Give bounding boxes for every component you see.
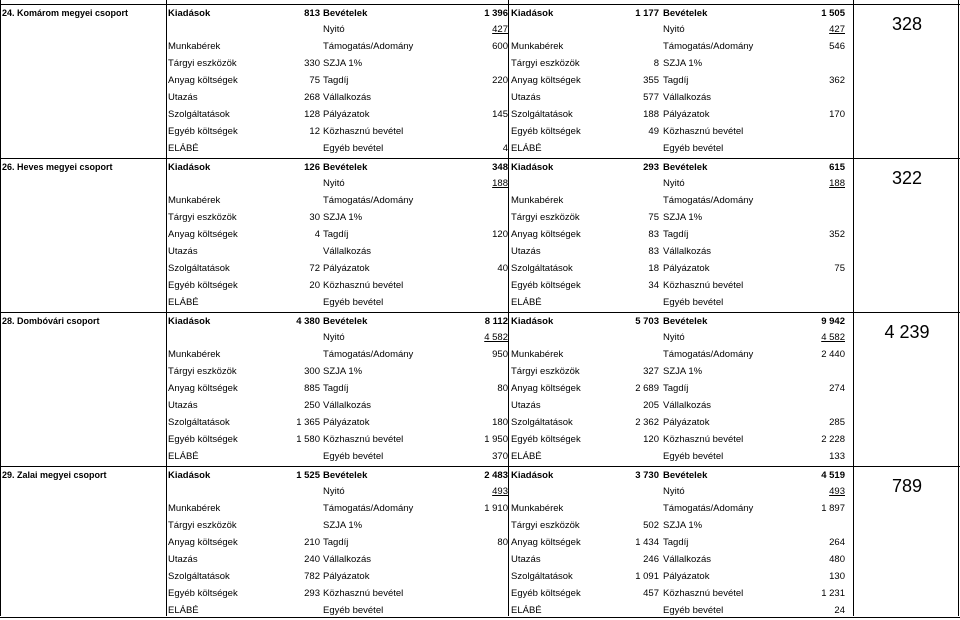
table-cell: 950	[492, 349, 508, 360]
grid-line	[0, 0, 1, 616]
table-cell: Utazás	[511, 554, 541, 565]
expense-label: Kiadások	[168, 8, 211, 19]
table-cell: 427	[829, 24, 845, 35]
table-cell: 12	[309, 126, 320, 137]
group-title: 29. Zalai megyei csoport	[2, 470, 107, 480]
table-cell: Közhasznú bevétel	[323, 126, 404, 137]
table-cell: Munkabérek	[168, 349, 221, 360]
table-cell: ELÁBÉ	[168, 143, 199, 154]
table-cell: Munkabérek	[511, 349, 564, 360]
table-cell: 246	[643, 554, 659, 565]
table-cell: Szolgáltatások	[511, 571, 573, 582]
table-cell: Anyag költségek	[168, 537, 238, 548]
expense-total: 293	[643, 162, 659, 173]
table-cell: Tagdíj	[663, 229, 689, 240]
table-cell: 18	[648, 263, 659, 274]
table-cell: SZJA 1%	[323, 366, 363, 377]
table-cell: 370	[492, 451, 508, 462]
table-cell: Egyéb költségek	[168, 588, 238, 599]
expense-label: Kiadások	[511, 470, 554, 481]
table-cell: Pályázatok	[323, 417, 370, 428]
table-cell: Nyitó	[323, 486, 345, 497]
table-cell: 1 091	[635, 571, 659, 582]
income-total: 1 396	[484, 8, 508, 19]
table-row	[0, 38, 960, 55]
table-cell: 330	[304, 58, 320, 69]
table-row	[0, 21, 960, 38]
table-cell: Vállalkozás	[323, 246, 372, 257]
table-cell: 34	[648, 280, 659, 291]
table-cell: Vállalkozás	[323, 400, 372, 411]
grid-line	[508, 0, 509, 616]
table-cell: Egyéb költségek	[168, 280, 238, 291]
table-cell: 145	[492, 109, 508, 120]
table-row	[0, 72, 960, 89]
table-cell: 2 362	[635, 417, 659, 428]
grid-line	[166, 0, 167, 616]
group-header-row	[0, 4, 960, 22]
table-cell: 8	[653, 58, 659, 69]
expense-total: 5 703	[635, 316, 659, 327]
group-block	[0, 4, 960, 157]
table-cell: Egyéb költségek	[511, 588, 581, 599]
group-header-row	[0, 312, 960, 330]
table-cell: Támogatás/Adomány	[323, 195, 414, 206]
table-cell: Közhasznú bevétel	[663, 434, 744, 445]
income-total: 2 483	[484, 470, 508, 481]
table-cell: Utazás	[511, 92, 541, 103]
table-cell: 355	[643, 75, 659, 86]
table-row	[0, 89, 960, 106]
table-cell: Pályázatok	[663, 263, 710, 274]
table-cell: Szolgáltatások	[511, 109, 573, 120]
table-cell: Anyag költségek	[511, 383, 581, 394]
expense-total: 1 177	[635, 8, 659, 19]
table-cell: 120	[643, 434, 659, 445]
income-total: 9 942	[821, 316, 845, 327]
group-block	[0, 312, 960, 465]
table-cell: Utazás	[168, 246, 198, 257]
table-cell: 1 580	[296, 434, 320, 445]
table-cell: Nyitó	[663, 178, 685, 189]
table-cell: Közhasznú bevétel	[323, 434, 404, 445]
table-cell: Pályázatok	[663, 109, 710, 120]
table-cell: 293	[304, 588, 320, 599]
table-cell: 4	[502, 143, 508, 154]
table-cell: Egyéb bevétel	[663, 297, 724, 308]
table-cell: 480	[829, 554, 845, 565]
table-cell: 250	[304, 400, 320, 411]
table-cell: Egyéb bevétel	[323, 605, 384, 616]
table-cell: 240	[304, 554, 320, 565]
grid-line	[958, 0, 959, 616]
table-cell: Szolgáltatások	[511, 263, 573, 274]
table-cell: 2 689	[635, 383, 659, 394]
table-cell: Tagdíj	[323, 383, 349, 394]
group-title: 28. Dombóvári csoport	[2, 316, 100, 326]
expense-total: 4 380	[296, 316, 320, 327]
table-cell: Egyéb bevétel	[323, 451, 384, 462]
table-cell: SZJA 1%	[323, 58, 363, 69]
table-cell: Vállalkozás	[323, 92, 372, 103]
table-row	[0, 483, 960, 500]
expense-label: Kiadások	[168, 316, 211, 327]
table-cell: 577	[643, 92, 659, 103]
table-cell: Tagdíj	[323, 75, 349, 86]
table-cell: Támogatás/Adomány	[663, 41, 754, 52]
table-row	[0, 363, 960, 380]
table-cell: Utazás	[511, 246, 541, 257]
table-cell: Munkabérek	[168, 195, 221, 206]
table-cell: 1 365	[296, 417, 320, 428]
table-cell: Tagdíj	[663, 383, 689, 394]
expense-total: 3 730	[635, 470, 659, 481]
table-cell: Közhasznú bevétel	[323, 280, 404, 291]
table-row	[0, 551, 960, 568]
group-block	[0, 466, 960, 619]
group-header-row	[0, 466, 960, 484]
table-cell: 205	[643, 400, 659, 411]
table-cell: 1 910	[484, 503, 508, 514]
table-cell: Közhasznú bevétel	[323, 588, 404, 599]
table-cell: 72	[309, 263, 320, 274]
table-cell: Támogatás/Adomány	[663, 195, 754, 206]
table-cell: 327	[643, 366, 659, 377]
table-row	[0, 431, 960, 448]
table-cell: 274	[829, 383, 845, 394]
table-cell: Nyitó	[323, 24, 345, 35]
table-cell: Pályázatok	[663, 571, 710, 582]
table-cell: Támogatás/Adomány	[663, 349, 754, 360]
table-cell: Utazás	[511, 400, 541, 411]
table-cell: 1 950	[484, 434, 508, 445]
table-row	[0, 568, 960, 585]
table-cell: Szolgáltatások	[168, 109, 230, 120]
table-cell: Egyéb költségek	[511, 280, 581, 291]
expense-label: Kiadások	[511, 162, 554, 173]
table-cell: Szolgáltatások	[168, 417, 230, 428]
table-cell: Szolgáltatások	[511, 417, 573, 428]
table-cell: 885	[304, 383, 320, 394]
table-cell: Nyitó	[663, 486, 685, 497]
table-cell: Egyéb bevétel	[663, 143, 724, 154]
table-cell: Tárgyi eszközök	[168, 520, 237, 531]
table-cell: Tagdíj	[323, 229, 349, 240]
table-cell: Nyitó	[323, 332, 345, 343]
table-cell: 83	[648, 246, 659, 257]
table-row	[0, 500, 960, 517]
table-cell: Anyag költségek	[511, 229, 581, 240]
table-cell: Tárgyi eszközök	[511, 520, 580, 531]
table-cell: 427	[492, 24, 508, 35]
table-cell: 75	[648, 212, 659, 223]
expense-total: 126	[304, 162, 320, 173]
table-cell: 49	[648, 126, 659, 137]
expense-label: Kiadások	[168, 162, 211, 173]
table-cell: ELÁBÉ	[511, 143, 542, 154]
table-cell: Nyitó	[663, 24, 685, 35]
table-cell: 4	[314, 229, 320, 240]
table-cell: Nyitó	[663, 332, 685, 343]
table-cell: 4 582	[821, 332, 845, 343]
income-total: 4 519	[821, 470, 845, 481]
income-label: Bevételek	[663, 316, 708, 327]
table-cell: 493	[829, 486, 845, 497]
income-label: Bevételek	[323, 162, 368, 173]
table-cell: Vállalkozás	[323, 554, 372, 565]
table-cell: Munkabérek	[168, 41, 221, 52]
table-cell: SZJA 1%	[663, 58, 703, 69]
table-cell: Anyag költségek	[168, 75, 238, 86]
table-cell: 457	[643, 588, 659, 599]
table-cell: Egyéb bevétel	[323, 143, 384, 154]
table-row	[0, 517, 960, 534]
table-cell: Tárgyi eszközök	[511, 366, 580, 377]
table-cell: Közhasznú bevétel	[663, 126, 744, 137]
table-cell: Tárgyi eszközök	[168, 366, 237, 377]
table-cell: Tagdíj	[663, 537, 689, 548]
table-cell: Vállalkozás	[663, 92, 712, 103]
table-cell: Pályázatok	[323, 571, 370, 582]
table-cell: Szolgáltatások	[168, 571, 230, 582]
table-row	[0, 329, 960, 346]
table-row	[0, 414, 960, 431]
expense-label: Kiadások	[168, 470, 211, 481]
income-label: Bevételek	[663, 470, 708, 481]
table-cell: Tárgyi eszközök	[511, 58, 580, 69]
table-row	[0, 226, 960, 243]
table-cell: 133	[829, 451, 845, 462]
table-cell: Támogatás/Adomány	[663, 503, 754, 514]
table-cell: 264	[829, 537, 845, 548]
table-cell: 2 228	[821, 434, 845, 445]
table-cell: ELÁBÉ	[168, 451, 199, 462]
group-total: 328	[891, 14, 923, 35]
table-cell: 1 434	[635, 537, 659, 548]
group-total: 789	[891, 476, 923, 497]
table-cell: 1 897	[821, 503, 845, 514]
table-row	[0, 277, 960, 294]
group-total: 4 239	[884, 322, 930, 343]
table-cell: Tagdíj	[663, 75, 689, 86]
table-cell: Egyéb bevétel	[663, 605, 724, 616]
table-cell: ELÁBÉ	[168, 605, 199, 616]
table-cell: Utazás	[168, 92, 198, 103]
table-cell: 546	[829, 41, 845, 52]
table-cell: Egyéb költségek	[511, 126, 581, 137]
table-cell: Tagdíj	[323, 537, 349, 548]
table-cell: Anyag költségek	[168, 383, 238, 394]
income-total: 615	[829, 162, 845, 173]
income-label: Bevételek	[663, 162, 708, 173]
table-cell: 120	[492, 229, 508, 240]
table-cell: SZJA 1%	[663, 366, 703, 377]
table-cell: 4 582	[484, 332, 508, 343]
table-cell: Utazás	[168, 400, 198, 411]
table-cell: 80	[497, 383, 508, 394]
table-cell: Vállalkozás	[663, 400, 712, 411]
table-cell: ELÁBÉ	[168, 297, 199, 308]
table-row	[0, 243, 960, 260]
table-row	[0, 585, 960, 602]
table-cell: 180	[492, 417, 508, 428]
table-cell: 2 440	[821, 349, 845, 360]
table-row	[0, 140, 960, 157]
table-cell: 170	[829, 109, 845, 120]
group-total: 322	[891, 168, 923, 189]
table-cell: SZJA 1%	[323, 212, 363, 223]
table-cell: 285	[829, 417, 845, 428]
table-cell: Munkabérek	[511, 41, 564, 52]
table-row	[0, 55, 960, 72]
table-cell: 352	[829, 229, 845, 240]
table-cell: 20	[309, 280, 320, 291]
table-cell: 220	[492, 75, 508, 86]
table-cell: Egyéb bevétel	[663, 451, 724, 462]
grid-line	[853, 0, 854, 616]
table-cell: 83	[648, 229, 659, 240]
table-cell: SZJA 1%	[663, 212, 703, 223]
table-cell: Egyéb költségek	[168, 434, 238, 445]
table-cell: 75	[834, 263, 845, 274]
group-header-row	[0, 158, 960, 176]
table-row	[0, 448, 960, 465]
table-cell: ELÁBÉ	[511, 297, 542, 308]
table-row	[0, 192, 960, 209]
expense-label: Kiadások	[511, 8, 554, 19]
expense-total: 1 525	[296, 470, 320, 481]
expense-label: Kiadások	[511, 316, 554, 327]
income-label: Bevételek	[323, 8, 368, 19]
table-cell: 1 231	[821, 588, 845, 599]
table-cell: ELÁBÉ	[511, 451, 542, 462]
table-cell: Közhasznú bevétel	[663, 280, 744, 291]
table-cell: Tárgyi eszközök	[511, 212, 580, 223]
table-cell: 210	[304, 537, 320, 548]
group-title: 26. Heves megyei csoport	[2, 162, 113, 172]
table-cell: 75	[309, 75, 320, 86]
table-cell: Utazás	[168, 554, 198, 565]
table-cell: Pályázatok	[323, 109, 370, 120]
income-total: 348	[492, 162, 508, 173]
group-block	[0, 158, 960, 311]
income-label: Bevételek	[323, 470, 368, 481]
table-row	[0, 346, 960, 363]
table-cell: 40	[497, 263, 508, 274]
table-cell: Pályázatok	[323, 263, 370, 274]
table-cell: 188	[492, 178, 508, 189]
table-cell: 300	[304, 366, 320, 377]
table-cell: 30	[309, 212, 320, 223]
table-row	[0, 380, 960, 397]
group-title: 24. Komárom megyei csoport	[2, 8, 129, 18]
income-total: 1 505	[821, 8, 845, 19]
table-cell: Munkabérek	[168, 503, 221, 514]
table-cell: ELÁBÉ	[511, 605, 542, 616]
table-cell: 268	[304, 92, 320, 103]
table-row	[0, 260, 960, 277]
table-cell: 600	[492, 41, 508, 52]
table-cell: 502	[643, 520, 659, 531]
table-cell: 24	[834, 605, 845, 616]
table-cell: 782	[304, 571, 320, 582]
table-row	[0, 209, 960, 226]
table-row	[0, 106, 960, 123]
table-cell: Vállalkozás	[663, 554, 712, 565]
table-cell: 130	[829, 571, 845, 582]
income-label: Bevételek	[323, 316, 368, 327]
table-cell: SZJA 1%	[663, 520, 703, 531]
table-row	[0, 294, 960, 311]
table-row	[0, 123, 960, 140]
table-cell: 493	[492, 486, 508, 497]
table-row	[0, 534, 960, 551]
table-cell: Anyag költségek	[511, 537, 581, 548]
table-cell: Támogatás/Adomány	[323, 41, 414, 52]
table-cell: Közhasznú bevétel	[663, 588, 744, 599]
table-cell: Egyéb költségek	[511, 434, 581, 445]
table-cell: Tárgyi eszközök	[168, 58, 237, 69]
table-cell: Szolgáltatások	[168, 263, 230, 274]
table-cell: Egyéb költségek	[168, 126, 238, 137]
table-cell: 128	[304, 109, 320, 120]
expense-total: 813	[304, 8, 320, 19]
table-cell: 188	[643, 109, 659, 120]
table-cell: Munkabérek	[511, 195, 564, 206]
table-cell: Egyéb bevétel	[323, 297, 384, 308]
table-cell: Támogatás/Adomány	[323, 349, 414, 360]
grid-line	[0, 617, 960, 618]
table-cell: Munkabérek	[511, 503, 564, 514]
table-cell: Anyag költségek	[168, 229, 238, 240]
table-cell: Nyitó	[323, 178, 345, 189]
table-row	[0, 397, 960, 414]
table-cell: Támogatás/Adomány	[323, 503, 414, 514]
table-cell: Vállalkozás	[663, 246, 712, 257]
income-label: Bevételek	[663, 8, 708, 19]
table-row	[0, 175, 960, 192]
table-cell: Anyag költségek	[511, 75, 581, 86]
table-cell: 362	[829, 75, 845, 86]
table-cell: Tárgyi eszközök	[168, 212, 237, 223]
table-cell: 188	[829, 178, 845, 189]
income-total: 8 112	[484, 316, 508, 327]
table-cell: SZJA 1%	[323, 520, 363, 531]
table-cell: Pályázatok	[663, 417, 710, 428]
table-cell: 80	[497, 537, 508, 548]
